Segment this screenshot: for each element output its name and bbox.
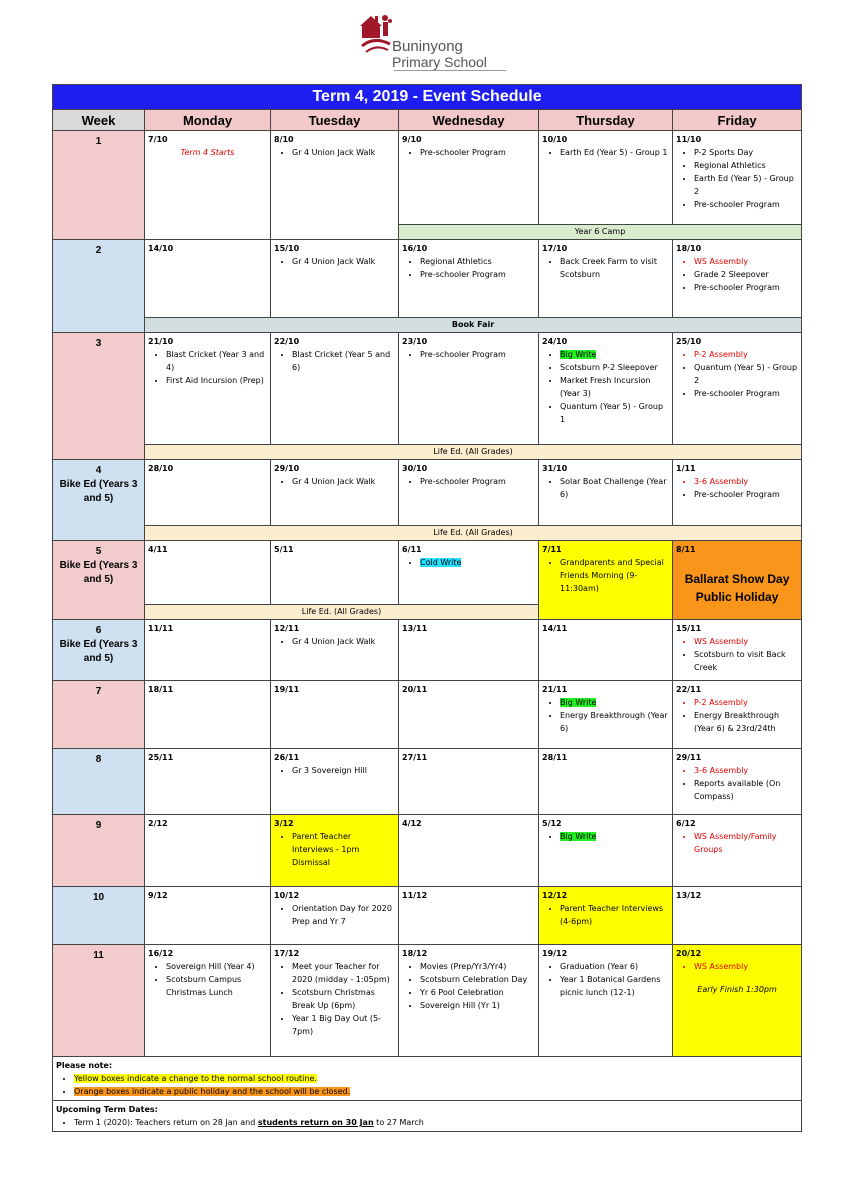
day-cell <box>399 945 539 1057</box>
event-item: • Earth Ed (Year 5) - Group 2 <box>694 172 798 198</box>
day-cell <box>145 333 271 445</box>
date-label: 1/11 <box>676 464 696 473</box>
week-row <box>53 749 802 815</box>
week-number: 2 <box>53 240 145 333</box>
date-label: 4/12 <box>402 819 422 828</box>
event-item: • Regional Athletics <box>420 255 535 268</box>
date-label: 13/12 <box>676 891 702 900</box>
event-item: • Gr 4 Union Jack Walk <box>292 255 395 268</box>
week-row <box>53 620 802 681</box>
date-label: 20/12 <box>676 949 702 958</box>
day-cell <box>539 131 673 225</box>
day-cell <box>673 131 802 225</box>
week-row <box>53 541 802 605</box>
highlight-green: Big Write <box>560 350 597 359</box>
highlight-cyan: Cold Write <box>420 558 462 567</box>
event-item: • Blast Cricket (Year 3 and 4) <box>166 348 267 374</box>
date-label: 10/10 <box>542 135 568 144</box>
week-number: 11 <box>53 945 145 1057</box>
day-cell <box>539 749 673 815</box>
day-cell <box>673 681 802 749</box>
date-label: 17/12 <box>274 949 300 958</box>
day-cell <box>271 333 399 445</box>
week-number: 9 <box>53 815 145 887</box>
day-cell <box>271 620 399 681</box>
week-row <box>53 131 802 225</box>
event-item: • Scotsburn Campus Christmas Lunch <box>166 973 267 999</box>
date-label: 8/10 <box>274 135 294 144</box>
date-label: 17/10 <box>542 244 568 253</box>
event-item: • Pre-schooler Program <box>694 281 798 294</box>
event-item: • Meet your Teacher for 2020 (midday - 1:05pm) <box>292 960 395 986</box>
event-item: • Parent Teacher Interviews (4-6pm) <box>560 902 669 928</box>
date-label: 2/12 <box>148 819 168 828</box>
date-label: 22/10 <box>274 337 300 346</box>
day-cell <box>145 460 271 526</box>
date-label: 11/10 <box>676 135 702 144</box>
date-label: 30/10 <box>402 464 428 473</box>
event-item: • Energy Breakthrough (Year 6) <box>560 709 669 735</box>
event-item: • Scotsburn P-2 Sleepover <box>560 361 669 374</box>
day-cell <box>145 131 271 240</box>
date-label: 18/10 <box>676 244 702 253</box>
event-item: • Back Creek Farm to visit Scotsburn <box>560 255 669 281</box>
please-note-box <box>53 1057 802 1101</box>
day-cell <box>145 887 271 945</box>
header-tuesday: Tuesday <box>271 110 399 131</box>
day-cell <box>539 945 673 1057</box>
date-label: 18/12 <box>402 949 428 958</box>
event-item: • Gr 4 Union Jack Walk <box>292 475 395 488</box>
event-item: • Sovereign Hill (Year 4) <box>166 960 267 973</box>
event-item: • Quantum (Year 5) - Group 1 <box>560 400 669 426</box>
date-label: 19/12 <box>542 949 568 958</box>
event-item: • First Aid Incursion (Prep) <box>166 374 267 387</box>
event-item: • Graduation (Year 6) <box>560 960 669 973</box>
event-item: • Scotsburn to visit Back Creek <box>694 648 798 674</box>
date-label: 21/11 <box>542 685 568 694</box>
date-label: 16/10 <box>402 244 428 253</box>
yellow-legend: Yellow boxes indicate a change to the normal school routine. <box>74 1074 317 1083</box>
date-label: 23/10 <box>402 337 428 346</box>
event-item: • Gr 4 Union Jack Walk <box>292 146 395 159</box>
date-label: 25/10 <box>676 337 702 346</box>
day-cell-yellow <box>673 945 802 1057</box>
date-label: 14/10 <box>148 244 174 253</box>
week-number: 4 Bike Ed (Years 3 and 5) <box>53 460 145 541</box>
date-label: 6/11 <box>402 545 422 554</box>
date-label: 5/11 <box>274 545 294 554</box>
day-cell <box>399 887 539 945</box>
day-cell <box>399 131 539 225</box>
event-item: • Parent Teacher Interviews - 1pm Dismissal <box>292 830 395 869</box>
event-item: • Market Fresh Incursion (Year 3) <box>560 374 669 400</box>
date-label: 29/11 <box>676 753 702 762</box>
header-week: Week <box>53 110 145 131</box>
event-band: Book Fair <box>145 318 802 333</box>
day-cell-yellow <box>271 815 399 887</box>
date-label: 7/10 <box>148 135 168 144</box>
day-cell <box>539 815 673 887</box>
day-cell <box>271 460 399 526</box>
event-item <box>420 556 535 569</box>
week-row <box>53 945 802 1057</box>
event-item <box>560 830 669 843</box>
week-row <box>53 681 802 749</box>
day-cell <box>673 887 802 945</box>
day-cell <box>271 887 399 945</box>
date-label: 22/11 <box>676 685 702 694</box>
students-return-date: students return on 30 Jan <box>257 1118 374 1127</box>
event-item: • WS Assembly <box>694 635 798 648</box>
week-number: 5 Bike Ed (Years 3 and 5) <box>53 541 145 620</box>
week-row <box>53 460 802 526</box>
date-label: 11/11 <box>148 624 174 633</box>
week-row <box>53 240 802 318</box>
upcoming-heading: Upcoming Term Dates: <box>56 1105 158 1114</box>
date-label: 20/11 <box>402 685 428 694</box>
week-row <box>53 815 802 887</box>
date-label: 26/11 <box>274 753 300 762</box>
logo-line-1: Buninyong <box>392 38 463 55</box>
date-label: 8/11 <box>676 545 696 554</box>
event-item: • Sovereign Hill (Yr 1) <box>420 999 535 1012</box>
event-item: • Yr 6 Pool Celebration <box>420 986 535 999</box>
day-cell-yellow <box>539 887 673 945</box>
event-item: • Pre-schooler Program <box>420 348 535 361</box>
day-cell <box>271 749 399 815</box>
day-cell <box>271 945 399 1057</box>
day-cell <box>399 815 539 887</box>
day-cell <box>539 240 673 318</box>
date-label: 27/11 <box>402 753 428 762</box>
date-label: 9/10 <box>402 135 422 144</box>
event-item: • Earth Ed (Year 5) - Group 1 <box>560 146 669 159</box>
event-item: • Gr 3 Sovereign Hill <box>292 764 395 777</box>
date-label: 5/12 <box>542 819 562 828</box>
event-item: • Pre-schooler Program <box>420 146 535 159</box>
header-row <box>53 110 802 131</box>
day-cell <box>145 749 271 815</box>
event-item: • 3-6 Assembly <box>694 764 798 777</box>
event-item: • P-2 Assembly <box>694 696 798 709</box>
event-item: • P-2 Sports Day <box>694 146 798 159</box>
logo-line-2: Primary School <box>392 54 487 70</box>
day-cell <box>271 681 399 749</box>
event-schedule-table <box>52 84 802 1132</box>
header-wednesday: Wednesday <box>399 110 539 131</box>
event-item: • Solar Boat Challenge (Year 6) <box>560 475 669 501</box>
event-item: • Pre-schooler Program <box>694 198 798 211</box>
week-row <box>53 887 802 945</box>
day-cell <box>271 240 399 318</box>
day-cell <box>673 620 802 681</box>
week-number: 7 <box>53 681 145 749</box>
day-cell <box>399 460 539 526</box>
day-cell <box>145 681 271 749</box>
week-number: 3 <box>53 333 145 460</box>
date-label: 10/12 <box>274 891 300 900</box>
day-cell <box>145 240 271 318</box>
day-cell <box>539 620 673 681</box>
event-item: • Orientation Day for 2020 Prep and Yr 7 <box>292 902 395 928</box>
day-cell <box>145 945 271 1057</box>
school-house-icon <box>360 10 392 56</box>
event-item: • WS Assembly <box>694 255 798 268</box>
date-label: 14/11 <box>542 624 568 633</box>
event-item: • Grandparents and Special Friends Morning (9-11:30am) <box>560 556 669 595</box>
header-monday: Monday <box>145 110 271 131</box>
event-band: Life Ed. (All Grades) <box>145 605 539 620</box>
date-label: 24/10 <box>542 337 568 346</box>
event-item: • Pre-schooler Program <box>420 475 535 488</box>
day-cell <box>539 333 673 445</box>
event-note: Early Finish 1:30pm <box>697 985 777 994</box>
logo-underline <box>394 70 506 71</box>
orange-legend: Orange boxes indicate a public holiday and the school will be closed. <box>74 1087 351 1096</box>
note-item <box>74 1072 798 1085</box>
event-item: • P-2 Assembly <box>694 348 798 361</box>
event-band: Life Ed. (All Grades) <box>145 526 802 541</box>
public-holiday-label: Ballarat Show Day Public Holiday <box>684 572 790 604</box>
day-cell <box>399 240 539 318</box>
week-number: 10 <box>53 887 145 945</box>
event-item: • Reports available (On Compass) <box>694 777 798 803</box>
highlight-green: Big Write <box>560 832 597 841</box>
event-item: • Quantum (Year 5) - Group 2 <box>694 361 798 387</box>
day-cell <box>399 333 539 445</box>
event-item <box>560 696 669 709</box>
header-thursday: Thursday <box>539 110 673 131</box>
event-item <box>560 348 669 361</box>
event-item: • Year 1 Botanical Gardens picnic lunch (12-1) <box>560 973 669 999</box>
event-item: • Grade 2 Sleepover <box>694 268 798 281</box>
event-item: • Pre-schooler Program <box>420 268 535 281</box>
event-band: Life Ed. (All Grades) <box>145 445 802 460</box>
date-label: 15/10 <box>274 244 300 253</box>
day-cell <box>539 681 673 749</box>
date-label: 15/11 <box>676 624 702 633</box>
schedule-title: Term 4, 2019 - Event Schedule <box>53 85 802 110</box>
event-item: • Regional Athletics <box>694 159 798 172</box>
day-cell-orange <box>673 541 802 620</box>
day-cell <box>271 131 399 240</box>
day-cell <box>399 541 539 605</box>
week-number: 8 <box>53 749 145 815</box>
event-item: • Energy Breakthrough (Year 6) & 23rd/24th <box>694 709 798 735</box>
date-label: 3/12 <box>274 819 294 828</box>
day-cell <box>673 240 802 318</box>
day-cell <box>673 460 802 526</box>
date-label: 16/12 <box>148 949 174 958</box>
upcoming-dates-box <box>53 1101 802 1132</box>
header-friday: Friday <box>673 110 802 131</box>
day-cell <box>399 749 539 815</box>
date-label: 12/11 <box>274 624 300 633</box>
event-item: • WS Assembly/Family Groups <box>694 830 798 856</box>
note-item <box>74 1085 798 1098</box>
term-date-item: • Term 1 (2020): Teachers return on 28 Jan and students return on 30 Jan to 27 March <box>74 1116 798 1129</box>
date-label: 28/11 <box>542 753 568 762</box>
date-label: 18/11 <box>148 685 174 694</box>
day-cell <box>673 749 802 815</box>
date-label: 19/11 <box>274 685 300 694</box>
date-label: 31/10 <box>542 464 568 473</box>
day-cell <box>145 815 271 887</box>
event-item: • Blast Cricket (Year 5 and 6) <box>292 348 395 374</box>
date-label: 7/11 <box>542 545 562 554</box>
event-note: Term 4 Starts <box>180 148 235 157</box>
event-item: • Scotsburn Celebration Day <box>420 973 535 986</box>
event-item: • Gr 4 Union Jack Walk <box>292 635 395 648</box>
day-cell-yellow <box>539 541 673 620</box>
day-cell <box>145 620 271 681</box>
day-cell <box>399 681 539 749</box>
event-item: • 3-6 Assembly <box>694 475 798 488</box>
day-cell <box>673 815 802 887</box>
event-band: Year 6 Camp <box>399 225 802 240</box>
day-cell <box>539 460 673 526</box>
event-item: • Pre-schooler Program <box>694 488 798 501</box>
day-cell <box>271 541 399 605</box>
week-row <box>53 333 802 445</box>
week-number: 6 Bike Ed (Years 3 and 5) <box>53 620 145 681</box>
event-item: • Scotsburn Christmas Break Up (6pm) <box>292 986 395 1012</box>
date-label: 6/12 <box>676 819 696 828</box>
date-label: 9/12 <box>148 891 168 900</box>
day-cell <box>399 620 539 681</box>
event-item: • WS Assembly <box>694 960 798 973</box>
notes-heading: Please note: <box>56 1061 113 1070</box>
event-item: • Year 1 Big Day Out (5-7pm) <box>292 1012 395 1038</box>
date-label: 12/12 <box>542 891 568 900</box>
date-label: 11/12 <box>402 891 428 900</box>
date-label: 4/11 <box>148 545 168 554</box>
date-label: 29/10 <box>274 464 300 473</box>
event-item: • Movies (Prep/Yr3/Yr4) <box>420 960 535 973</box>
date-label: 25/11 <box>148 753 174 762</box>
date-label: 13/11 <box>402 624 428 633</box>
week-number: 1 <box>53 131 145 240</box>
date-label: 21/10 <box>148 337 174 346</box>
event-item: • Pre-schooler Program <box>694 387 798 400</box>
highlight-green: Big Write <box>560 698 597 707</box>
school-logo <box>360 10 510 72</box>
date-label: 28/10 <box>148 464 174 473</box>
day-cell <box>145 541 271 605</box>
day-cell <box>673 333 802 445</box>
